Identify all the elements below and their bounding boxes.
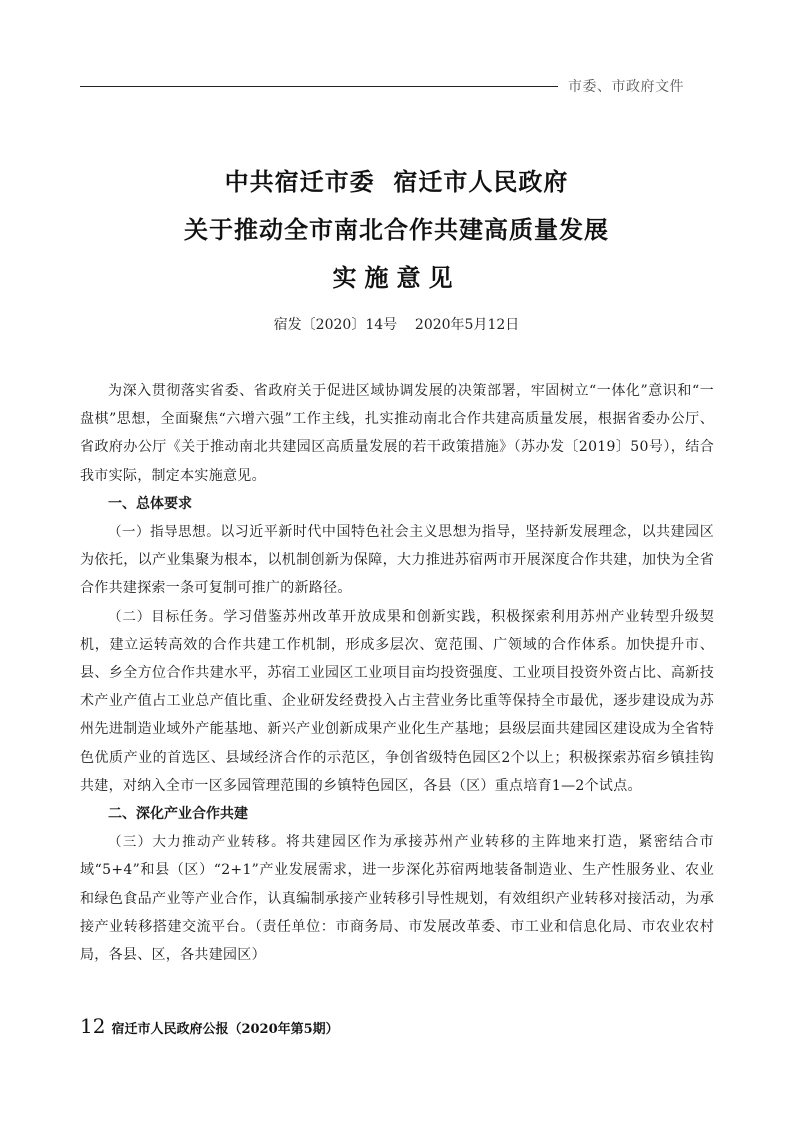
item-1-lead: （一）指导思想。: [108, 524, 221, 541]
title-line-2: 关于推动全市南北合作共建高质量发展: [184, 215, 609, 244]
page-number: 12: [80, 1014, 106, 1038]
item-2-text: 学习借鉴苏州改革开放成果和创新实践，积极探索利用苏州产业转型升级契机，建立运转高效的合作共建工作机制，形成多层次、宽范围、广领域的合作体系。加快提升市、县、乡全方位合作共建水平，苏宿工业园区工业项目亩均投资强度、工业项目投资外资占比、高新技术产业产值占工业总产值比重、企业研发经费投入占主营业务比重等保持全市最优，逐步建设成为苏州先进制造业域外产能基地、新兴产业创新成果产业化生产基地；县级层面共建园区建设成为全省特色优质产业的首选区、县域经济合作的示范区，争创省级特色园区2个以上；积极探索苏宿乡镇挂钩共建，对纳入全市一区多园管理范围的乡镇特色园区，各县（区）重点培育1—2个试点。: [80, 608, 714, 794]
section-heading-1: 一、总体要求: [108, 495, 192, 512]
item-2-lead: （二）目标任务。: [108, 608, 224, 625]
document-number-and-date: 宿发〔2020〕14号 2020年5月12日: [273, 317, 520, 333]
item-2-paragraph: [80, 603, 714, 800]
header-rule: [80, 86, 558, 87]
intro-paragraph: 为深入贯彻落实省委、省政府关于促进区域协调发展的决策部署，牢固树立“一体化”意识和“一盘棋”思想，全面聚焦“六增六强”工作主线，扎实推动南北合作共建高质量发展，根据省委办公厅、省政府办公厅《关于推动南北共建园区高质量发展的若干政策措施》（苏办发〔2019〕50号），结合我市实际，制定本实施意见。: [80, 383, 714, 484]
item-1-text: 以习近平新时代中国特色社会主义思想为指导，坚持新发展理念，以共建园区为依托，以产业集聚为根本，以机制创新为保障，大力推进苏宿两市开展深度合作共建，加快为全省合作共建探索一条可复制可推广的新路径。: [80, 524, 714, 597]
document-title: [0, 158, 793, 302]
title-line-3: 实施意见: [332, 263, 461, 292]
item-3-lead: （三）大力推动产业转移。: [108, 834, 286, 851]
title-line-1: 中共宿迁市委 宿迁市人民政府: [224, 167, 569, 196]
section-heading-2: 二、深化产业合作共建: [108, 806, 248, 823]
item-3-text: 将共建园区作为承接苏州产业转移的主阵地来打造，紧密结合市域“5+4”和县（区）“2+1”产业发展需求，进一步深化苏宿两地装备制造业、生产性服务业、农业和绿色食品产业等产业合作，认真编制承接产业转移引导性规划，有效组织产业转移对接活动，为承接产业转移搭建交流平台。（责任单位：市商务局、市发展改革委、市工业和信息化局、市农业农村局，各县、区，各共建园区）: [80, 834, 714, 964]
document-body: [80, 377, 714, 969]
item-3-paragraph: [80, 828, 714, 969]
publication-name: 宿迁市人民政府公报（2020年第5期）: [111, 1022, 339, 1037]
header-section-label: 市委、市政府文件: [568, 79, 684, 95]
page-footer: [80, 1014, 339, 1038]
item-1-paragraph: [80, 518, 714, 603]
